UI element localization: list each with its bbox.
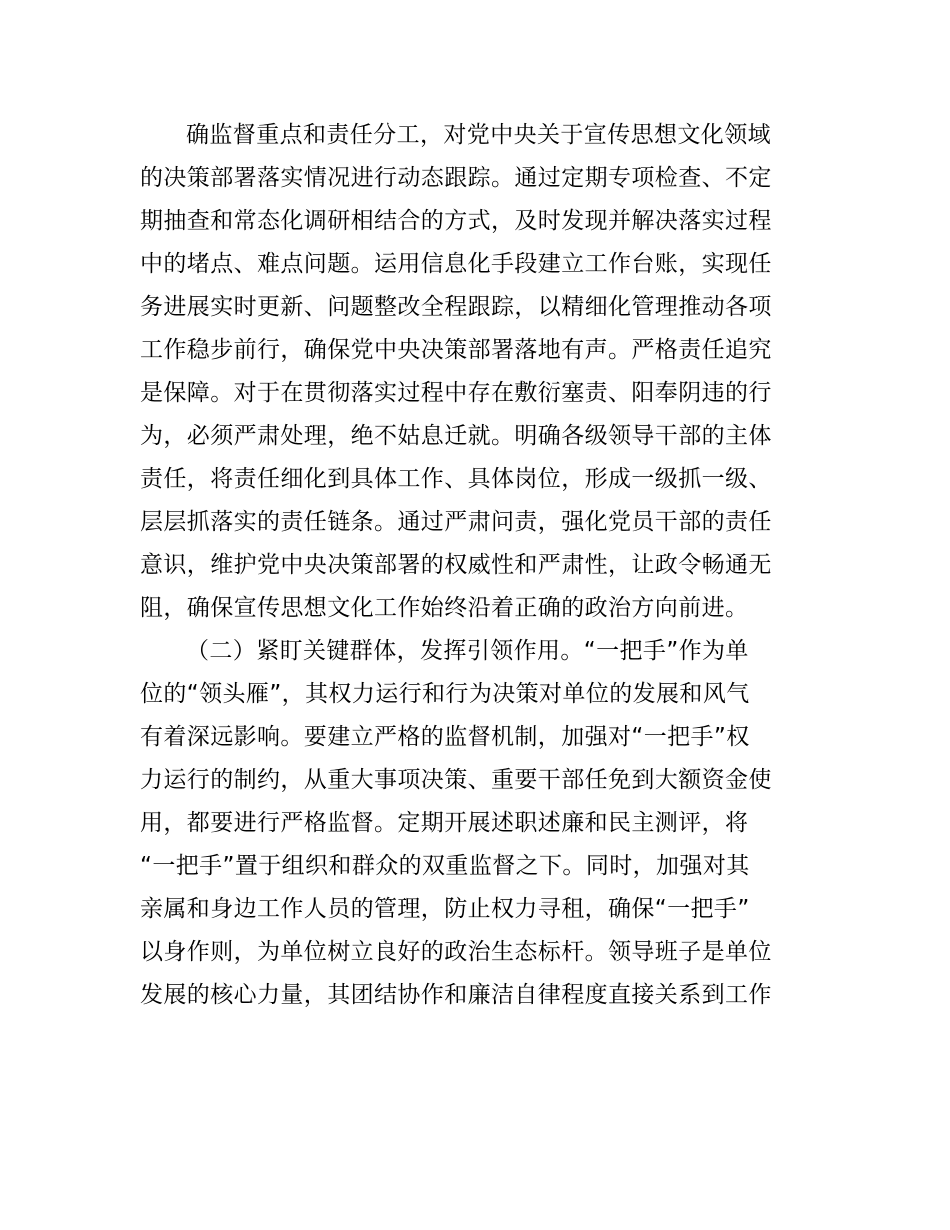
text-line: 力运行的制约，从重大事项决策、重要干部任免到大额资金使 (140, 767, 772, 793)
text-line: 意识，维护党中央决策部署的权威性和严肃性，让政令畅通无 (140, 552, 772, 578)
document-body (140, 114, 812, 1017)
text-line: 中的堵点、难点问题。运用信息化手段建立工作台账，实现任 (140, 251, 772, 277)
text-line: 确监督重点和责任分工，对党中央关于宣传思想文化领域 (186, 122, 771, 148)
text-line: 发展的核心力量，其团结协作和廉洁自律程度直接关系到工作 (140, 982, 772, 1008)
text-line: 期抽查和常态化调研相结合的方式，及时发现并解决落实过程 (140, 208, 772, 234)
text-line: 为，必须严肃处理，绝不姑息迁就。明确各级领导干部的主体 (140, 423, 772, 449)
text-line: “一把手”置于组织和群众的双重监督之下。同时，加强对其 (140, 853, 750, 879)
text-line: 以身作则，为单位树立良好的政治生态标杆。领导班子是单位 (140, 939, 772, 965)
text-line: 阻，确保宣传思想文化工作始终沿着正确的政治方向前进。 (140, 595, 749, 621)
text-line: 用，都要进行严格监督。定期开展述职述廉和民主测评，将 (140, 810, 749, 836)
text-line: 的决策部署落实情况进行动态跟踪。通过定期专项检查、不定 (140, 165, 772, 191)
text-line: 亲属和身边工作人员的管理，防止权力寻租，确保“一把手” (140, 896, 750, 922)
paragraph-2 (140, 630, 812, 1017)
text-line: 务进展实时更新、问题整改全程跟踪，以精细化管理推动各项 (140, 294, 772, 320)
text-line: （二）紧盯关键群体，发挥引领作用。“一把手”作为单 (186, 638, 749, 664)
paragraph-1 (140, 114, 812, 630)
text-line: 有着深远影响。要建立严格的监督机制，加强对“一把手”权 (140, 724, 750, 750)
text-line: 层层抓落实的责任链条。通过严肃问责，强化党员干部的责任 (140, 509, 772, 535)
text-line: 是保障。对于在贯彻落实过程中存在敷衍塞责、阳奉阴违的行 (140, 380, 772, 406)
text-line: 位的“领头雁”，其权力运行和行为决策对单位的发展和风气 (140, 681, 750, 707)
text-line: 工作稳步前行，确保党中央决策部署落地有声。严格责任追究 (140, 337, 772, 363)
text-line: 责任，将责任细化到具体工作、具体岗位，形成一级抓一级、 (140, 466, 772, 492)
